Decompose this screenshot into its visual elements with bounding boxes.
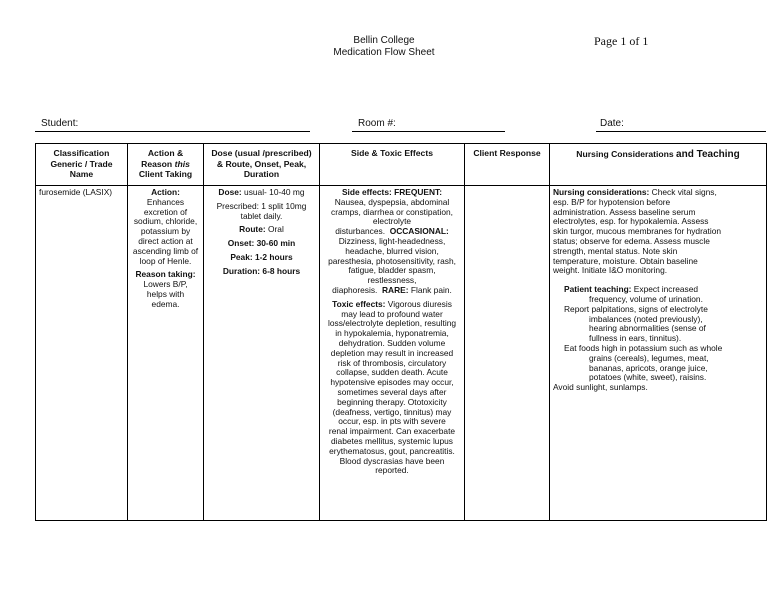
prescribed-line: tablet daily. bbox=[240, 210, 283, 221]
route-value: Oral bbox=[265, 224, 284, 235]
reason-label: Reason taking: bbox=[135, 269, 196, 280]
dose-usual-value: usual- 10-40 mg bbox=[241, 187, 305, 197]
col-classification bbox=[36, 144, 128, 186]
table-row bbox=[36, 186, 767, 521]
action-label: Action: bbox=[151, 187, 180, 197]
reason-text-line: Lowers B/P, bbox=[143, 279, 188, 290]
dose-usual bbox=[207, 188, 316, 198]
patient-teaching bbox=[553, 285, 763, 393]
room-field[interactable] bbox=[352, 119, 505, 132]
nursing-line: esp. B/P for hypotension before bbox=[553, 196, 671, 207]
col-action-text: Reason bbox=[141, 158, 175, 169]
side-disturb: disturbances. bbox=[335, 226, 386, 237]
sheet-title: Medication Flow Sheet bbox=[333, 47, 435, 58]
col-classification-line: Generic / Trade bbox=[50, 158, 113, 169]
nursing-line: temperature, moisture. Obtain baseline bbox=[553, 255, 698, 266]
action-text-line: potassium by bbox=[140, 226, 191, 237]
onset: Onset: 30-60 min bbox=[227, 238, 296, 249]
side-occasional-line: headache, blurred vision, bbox=[345, 245, 439, 256]
side-frequent-line: electrolyte bbox=[372, 216, 412, 227]
toxic-line: risk of thrombosis, circulatory bbox=[337, 357, 447, 368]
nursing-cell bbox=[550, 186, 767, 521]
col-action bbox=[128, 144, 204, 186]
toxic-line: occur, esp. in pts with severe bbox=[338, 416, 446, 427]
teaching-line: bananas, apricots, orange juice, bbox=[589, 362, 708, 373]
toxic-line: Blood dyscrasias have been bbox=[339, 455, 445, 466]
client-response-cell[interactable] bbox=[465, 186, 550, 521]
duration: Duration: 6-8 hours bbox=[222, 265, 301, 276]
nursing-line: skin turgor, mucous membranes for hydration bbox=[553, 226, 722, 237]
occasional-label: OCCASIONAL: bbox=[389, 226, 449, 237]
toxic-line: diabetes mellitus, systemic lupus bbox=[331, 435, 453, 446]
teaching-first: Expect increased bbox=[631, 284, 699, 295]
room-label: Room #: bbox=[358, 118, 396, 129]
action-text-line: sodium, chloride, bbox=[133, 216, 198, 227]
dose-cell bbox=[204, 186, 320, 521]
teaching-line: frequency, volume of urination. bbox=[589, 293, 703, 304]
toxic-line: renal impairment. Can exacerbate bbox=[328, 426, 456, 437]
toxic-line: erythematosus, gout, pancreatitis. bbox=[329, 445, 455, 456]
action-text-line: excretion of bbox=[143, 206, 188, 217]
date-field[interactable] bbox=[596, 119, 766, 132]
col-nursing bbox=[550, 144, 767, 186]
nursing-line: administration. Assess baseline serum bbox=[553, 206, 696, 217]
teaching-line: fullness in ears, tinnitus). bbox=[589, 333, 682, 344]
document-header bbox=[0, 35, 768, 59]
college-name: Bellin College bbox=[353, 35, 415, 46]
teaching-line: Avoid sunlight, sunlamps. bbox=[553, 382, 648, 393]
action-text-line: direct action at bbox=[138, 235, 193, 246]
action-text-line: Enhances bbox=[146, 196, 185, 207]
nursing-line: strength, mental status. Note skin bbox=[553, 245, 678, 256]
reason-text-line: edema. bbox=[151, 298, 180, 309]
nursing-label: Nursing considerations: bbox=[553, 187, 650, 197]
side-effects-cell bbox=[320, 186, 465, 521]
action-text-line: ascending limb of bbox=[132, 245, 199, 256]
col-dose bbox=[204, 144, 320, 186]
nursing-first: Check vital signs, bbox=[649, 187, 717, 197]
side-occasional-line: paresthesia, photosensitivity, rash, bbox=[328, 255, 456, 266]
route-label: Route: bbox=[239, 224, 266, 235]
prescribed-line: Prescribed: 1 split 10mg bbox=[216, 200, 307, 211]
rare-text: Flank pain. bbox=[408, 284, 452, 295]
action-cell bbox=[128, 186, 204, 521]
toxic-first: Vigorous diuresis bbox=[385, 298, 452, 309]
toxic-line: depletion may result in increased bbox=[330, 347, 454, 358]
teaching-line: grains (cereals), legumes, meat, bbox=[589, 352, 709, 363]
teaching-line: potatoes (white, sweet), raisins. bbox=[589, 372, 707, 383]
route bbox=[207, 225, 316, 235]
toxic-line: reported. bbox=[375, 465, 409, 476]
toxic-line: (deafness, vertigo, tinnitus) may bbox=[332, 406, 452, 417]
toxic-line: dehydration. Sudden volume bbox=[338, 337, 446, 348]
side-occasional-line: fatigue, bladder spasm, bbox=[348, 265, 436, 276]
col-nursing-text: Nursing Considerations bbox=[576, 149, 677, 159]
side-frequent-line: cramps, diarrhea or constipation, bbox=[331, 206, 453, 217]
nursing-line: weight. Initiate I&O monitoring. bbox=[553, 265, 668, 276]
page-number: Page 1 of 1 bbox=[594, 34, 649, 48]
teaching-line: Report palpitations, signs of electrolyte bbox=[564, 303, 708, 314]
action-text-line: loop of Henle. bbox=[139, 255, 192, 266]
toxic-line: beginning therapy. Ototoxicity bbox=[337, 396, 447, 407]
toxic-line: may lead to profound water bbox=[341, 308, 443, 319]
col-classification-line: Name bbox=[69, 169, 94, 179]
side-effects-label: Side effects: FREQUENT: bbox=[341, 187, 443, 197]
toxic-line: hypotensive episodes may occur, bbox=[330, 377, 454, 388]
date-label: Date: bbox=[600, 118, 624, 129]
col-dose-line: Dose (usual /prescribed) bbox=[211, 148, 312, 158]
student-label: Student: bbox=[41, 118, 79, 129]
col-action-line: Client Taking bbox=[138, 169, 193, 179]
drug-name: furosemide (LASIX) bbox=[39, 187, 113, 197]
rare-label: RARE: bbox=[382, 284, 409, 295]
col-nursing-teaching: and Teaching bbox=[676, 149, 740, 160]
toxic-line: loss/electrolyte depletion, resulting bbox=[327, 318, 457, 329]
diaphoresis: diaphoresis. bbox=[332, 284, 378, 295]
col-dose-line: Duration bbox=[243, 169, 280, 179]
toxic-label: Toxic effects: bbox=[332, 298, 386, 309]
teaching-line: hearing abnormalities (sense of bbox=[589, 323, 706, 334]
reason-text-line: helps with bbox=[146, 288, 185, 299]
side-occasional-line: restlessness, bbox=[367, 275, 417, 286]
side-frequent-line: Nausea, dyspepsia, abdominal bbox=[334, 196, 450, 207]
toxic-line: collapse, sudden death. Acute bbox=[336, 367, 448, 378]
toxic-line: sometimes several days after bbox=[337, 386, 447, 397]
col-side-effects: Side & Toxic Effects bbox=[320, 144, 465, 186]
nursing-line: electrolytes, esp. for hypokalemia. Assess bbox=[553, 216, 709, 227]
peak: Peak: 1-2 hours bbox=[230, 251, 293, 262]
toxic-line: in hypokalemia, hyponatremia, bbox=[335, 328, 449, 339]
col-action-line: Action & bbox=[147, 148, 184, 158]
col-dose-line: & Route, Onset, Peak, bbox=[216, 158, 307, 169]
nursing-line: status; observe for edema. Assess muscle bbox=[553, 235, 710, 246]
col-classification-line: Classification bbox=[53, 148, 110, 158]
medication-table bbox=[35, 143, 767, 521]
col-client-response: Client Response bbox=[465, 144, 550, 186]
table-header-row bbox=[36, 144, 767, 186]
col-action-italic: this bbox=[174, 158, 190, 169]
rare-line bbox=[323, 286, 461, 296]
drug-name-cell bbox=[36, 186, 128, 521]
col-action-line bbox=[130, 159, 201, 170]
teaching-line: Eat foods high in potassium such as whole bbox=[564, 342, 723, 353]
teaching-line: imbalances (noted previously), bbox=[589, 313, 703, 324]
student-field[interactable] bbox=[35, 119, 310, 132]
side-occasional-line: Dizziness, light-headedness, bbox=[338, 235, 446, 246]
teaching-label: Patient teaching: bbox=[564, 284, 632, 295]
dose-label: Dose: bbox=[218, 187, 242, 197]
